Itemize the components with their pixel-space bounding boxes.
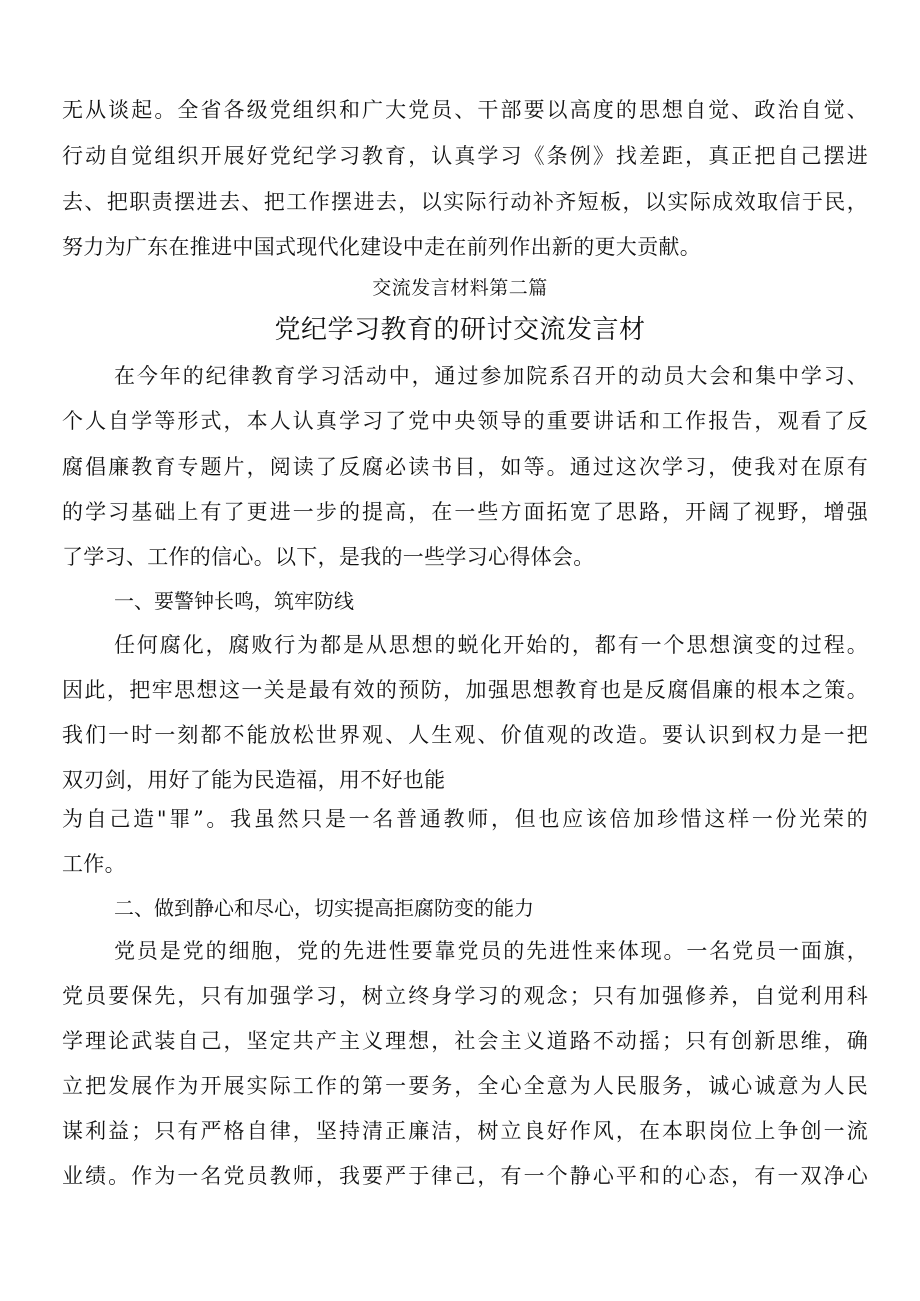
text-line: 学理论武装自己，坚定共产主义理想，社会主义道路不动摇；只有创新思维，确 (62, 1029, 868, 1053)
text-line: 去、把职责摆进去、把工作摆进去，以实际行动补齐短板，以实际成效取信于民， (62, 190, 868, 214)
section-heading: 二、做到静心和尽心，切实提高拒腐防变的能力 (114, 896, 534, 920)
text-line: 谋利益；只有严格自律，坚持清正廉洁，树立良好作风，在本职岗位上争创一流 (62, 1119, 868, 1143)
text-line: 为自己造"罪”。我虽然只是一名普通教师，但也应该倍加珍惜这样一份光荣的 (62, 807, 868, 831)
page-title: 党纪学习教育的研讨交流发言材 (274, 315, 646, 345)
text-line: 党员是党的细胞，党的先进性要靠党员的先进性来体现。一名党员一面旗， (114, 939, 868, 963)
text-line: 行动自觉组织开展好党纪学习教育，认真学习《条例》找差距，真正把自己摆进 (62, 144, 868, 168)
text-line: 腐倡廉教育专题片，阅读了反腐必读书目，如等。通过这次学习，使我对在原有 (62, 455, 868, 479)
text-line: 立把发展作为开展实际工作的第一要务，全心全意为人民服务，诚心诚意为人民 (62, 1074, 868, 1098)
text-line: 任何腐化，腐败行为都是从思想的蜕化开始的，都有一个思想演变的过程。 (114, 633, 868, 657)
section-heading: 一、要警钟长鸣，筑牢防线 (114, 589, 354, 613)
text-line: 双刃剑，用好了能为民造福，用不好也能 (62, 768, 446, 792)
text-line: 我们一时一刻都不能放松世界观、人生观、价值观的改造。要认识到权力是一把 (62, 723, 868, 747)
text-line: 的学习基础上有了更进一步的提高，在一些方面拓宽了思路，开阔了视野，增强 (62, 500, 868, 524)
text-line: 努力为广东在推进中国式现代化建设中走在前列作出新的更大贡献。 (62, 235, 701, 259)
text-line: 个人自学等形式，本人认真学习了党中央领导的重要讲话和工作报告，观看了反 (62, 409, 868, 433)
text-line: 在今年的纪律教育学习活动中，通过参加院系召开的动员大会和集中学习、 (114, 364, 868, 388)
text-line: 了学习、工作的信心。以下，是我的一些学习心得体会。 (62, 545, 595, 569)
section-subtitle: 交流发言材料第二篇 (372, 277, 548, 299)
text-line: 业绩。作为一名党员教师，我要严于律己，有一个静心平和的心态，有一双净心 (62, 1164, 868, 1188)
text-line: 无从谈起。全省各级党组织和广大党员、干部要以高度的思想自觉、政治自觉、 (62, 98, 868, 122)
text-line: 工作。 (62, 852, 126, 876)
text-line: 因此，把牢思想这一关是最有效的预防，加强思想教育也是反腐倡廉的根本之策。 (62, 678, 868, 702)
text-line: 党员要保先，只有加强学习，树立终身学习的观念；只有加强修养，自觉利用科 (62, 984, 868, 1008)
